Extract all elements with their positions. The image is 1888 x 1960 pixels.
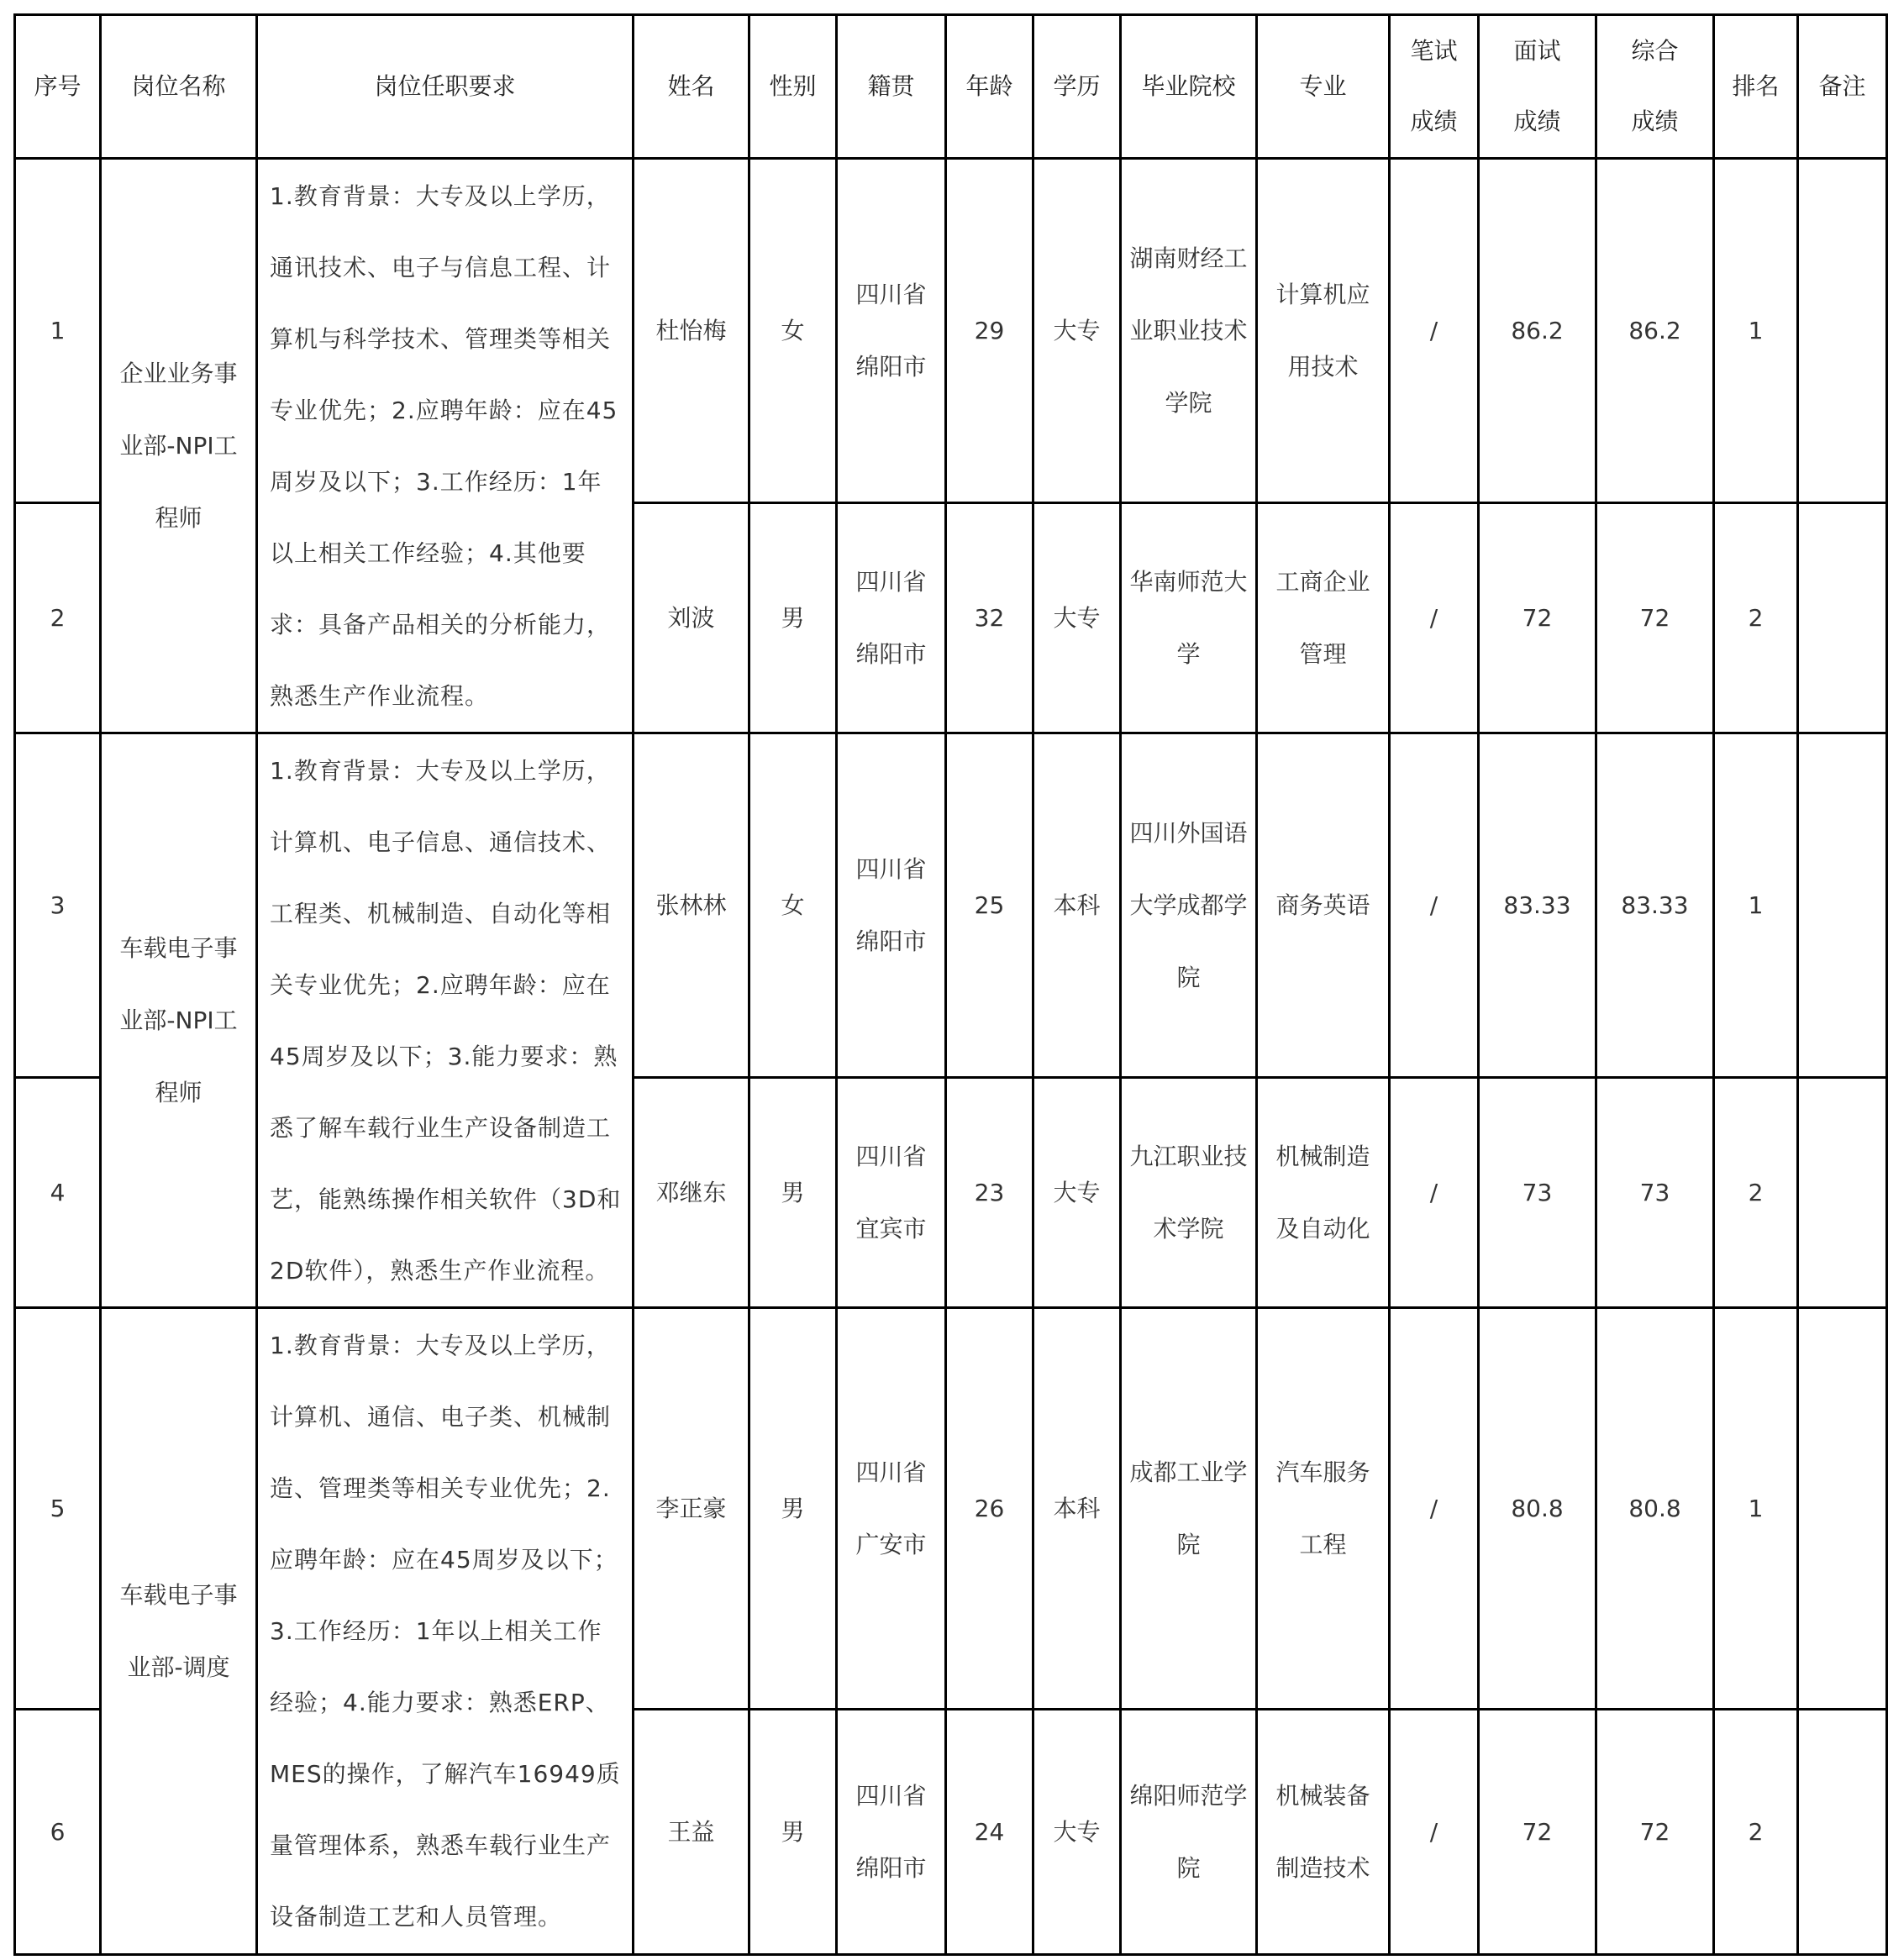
cell-gender: 女: [749, 159, 837, 503]
cell-education: 大专: [1033, 159, 1121, 503]
origin-city: 绵阳市: [855, 639, 927, 668]
cell-remarks: [1798, 503, 1887, 733]
cell-position: 车载电子事业部-调度: [101, 1308, 257, 1955]
header-school: 毕业院校: [1121, 15, 1257, 159]
cell-seq: 2: [15, 503, 101, 733]
cell-interview: 72: [1479, 503, 1596, 733]
cell-school: 华南师范大学: [1121, 503, 1257, 733]
origin-province: 四川省: [855, 1781, 927, 1810]
cell-rank: 1: [1714, 159, 1798, 503]
cell-total: 73: [1596, 1078, 1714, 1308]
cell-major: 汽车服务工程: [1257, 1308, 1390, 1710]
cell-rank: 1: [1714, 733, 1798, 1078]
cell-total: 72: [1596, 503, 1714, 733]
header-rank: 排名: [1714, 15, 1798, 159]
cell-total: 72: [1596, 1710, 1714, 1955]
cell-age: 23: [946, 1078, 1033, 1308]
cell-requirements: 1.教育背景：大专及以上学历，计算机、通信、电子类、机械制造、管理类等相关专业优先；2.应聘年龄：应在45周岁及以下；3.工作经历：1年以上相关工作经验；4.能力要求：熟悉ERP、MES的操作，了解汽车16949质量管理体系，熟悉车载行业生产设备制造工艺和人员管理。: [257, 1308, 634, 1955]
cell-gender: 男: [749, 1078, 837, 1308]
cell-origin: [837, 1710, 946, 1955]
cell-origin: [837, 1308, 946, 1710]
origin-city: 绵阳市: [855, 927, 927, 955]
table-row: [15, 159, 1887, 503]
header-age: 年龄: [946, 15, 1033, 159]
header-education: 学历: [1033, 15, 1121, 159]
cell-education: 本科: [1033, 1308, 1121, 1710]
cell-written: /: [1390, 159, 1479, 503]
header-written-score: [1390, 15, 1479, 159]
cell-written: /: [1390, 1078, 1479, 1308]
cell-total: 86.2: [1596, 159, 1714, 503]
cell-age: 32: [946, 503, 1033, 733]
cell-education: 大专: [1033, 1710, 1121, 1955]
cell-education: 本科: [1033, 733, 1121, 1078]
cell-major: 机械制造及自动化: [1257, 1078, 1390, 1308]
header-total-line2: 成绩: [1631, 108, 1679, 135]
cell-rank: 1: [1714, 1308, 1798, 1710]
cell-remarks: [1798, 159, 1887, 503]
cell-interview: 83.33: [1479, 733, 1596, 1078]
header-requirements: 岗位任职要求: [257, 15, 634, 159]
cell-age: 29: [946, 159, 1033, 503]
cell-seq: 3: [15, 733, 101, 1078]
cell-school: 四川外国语大学成都学院: [1121, 733, 1257, 1078]
cell-major: 工商企业管理: [1257, 503, 1390, 733]
origin-province: 四川省: [855, 1142, 927, 1170]
cell-interview: 80.8: [1479, 1308, 1596, 1710]
table-row: [15, 733, 1887, 1078]
cell-school: 绵阳师范学院: [1121, 1710, 1257, 1955]
cell-gender: 男: [749, 1710, 837, 1955]
header-interview-line2: 成绩: [1513, 108, 1561, 135]
cell-interview: 73: [1479, 1078, 1596, 1308]
header-row: [15, 15, 1887, 159]
cell-age: 24: [946, 1710, 1033, 1955]
origin-province: 四川省: [855, 567, 927, 596]
cell-origin: [837, 1078, 946, 1308]
cell-age: 25: [946, 733, 1033, 1078]
origin-province: 四川省: [855, 854, 927, 883]
header-remarks: 备注: [1798, 15, 1887, 159]
cell-school: 成都工业学院: [1121, 1308, 1257, 1710]
cell-remarks: [1798, 733, 1887, 1078]
origin-city: 绵阳市: [855, 1853, 927, 1882]
header-total-line1: 综合: [1631, 37, 1679, 65]
header-seq: 序号: [15, 15, 101, 159]
cell-seq: 1: [15, 159, 101, 503]
cell-gender: 男: [749, 1308, 837, 1710]
cell-remarks: [1798, 1308, 1887, 1710]
cell-total: 83.33: [1596, 733, 1714, 1078]
cell-origin: [837, 159, 946, 503]
header-written-line1: 笔试: [1410, 37, 1458, 65]
header-gender: 性别: [749, 15, 837, 159]
cell-school: 九江职业技术学院: [1121, 1078, 1257, 1308]
cell-name: 刘波: [634, 503, 749, 733]
cell-seq: 4: [15, 1078, 101, 1308]
cell-school: 湖南财经工业职业技术学院: [1121, 159, 1257, 503]
recruitment-results-table: [13, 13, 1888, 1956]
header-written-line2: 成绩: [1410, 108, 1458, 135]
cell-education: 大专: [1033, 503, 1121, 733]
cell-position: 车载电子事业部-NPI工程师: [101, 733, 257, 1308]
cell-name: 王益: [634, 1710, 749, 1955]
header-major: 专业: [1257, 15, 1390, 159]
cell-seq: 6: [15, 1710, 101, 1955]
origin-province: 四川省: [855, 1458, 927, 1486]
cell-position: 企业业务事业部-NPI工程师: [101, 159, 257, 733]
results-table-container: [13, 13, 1888, 1956]
cell-major: 计算机应用技术: [1257, 159, 1390, 503]
origin-city: 宜宾市: [855, 1214, 927, 1243]
cell-gender: 女: [749, 733, 837, 1078]
origin-city: 广安市: [855, 1530, 927, 1558]
cell-written: /: [1390, 733, 1479, 1078]
cell-requirements: 1.教育背景：大专及以上学历，计算机、电子信息、通信技术、工程类、机械制造、自动化等相关专业优先；2.应聘年龄：应在45周岁及以下；3.能力要求：熟悉了解车载行业生产设备制造工艺，能熟练操作相关软件（3D和2D软件），熟悉生产作业流程。: [257, 733, 634, 1308]
table-row: [15, 1308, 1887, 1710]
cell-interview: 86.2: [1479, 159, 1596, 503]
cell-requirements: 1.教育背景：大专及以上学历，通讯技术、电子与信息工程、计算机与科学技术、管理类等相关专业优先；2.应聘年龄：应在45周岁及以下；3.工作经历：1年以上相关工作经验；4.其他要求：具备产品相关的分析能力，熟悉生产作业流程。: [257, 159, 634, 733]
origin-city: 绵阳市: [855, 352, 927, 381]
header-interview-line1: 面试: [1513, 37, 1561, 65]
header-total-score: [1596, 15, 1714, 159]
cell-rank: 2: [1714, 503, 1798, 733]
cell-origin: [837, 503, 946, 733]
header-interview-score: [1479, 15, 1596, 159]
cell-name: 杜怡梅: [634, 159, 749, 503]
cell-name: 李正豪: [634, 1308, 749, 1710]
cell-rank: 2: [1714, 1078, 1798, 1308]
cell-rank: 2: [1714, 1710, 1798, 1955]
cell-origin: [837, 733, 946, 1078]
cell-remarks: [1798, 1078, 1887, 1308]
header-origin: 籍贯: [837, 15, 946, 159]
cell-written: /: [1390, 1308, 1479, 1710]
header-position: 岗位名称: [101, 15, 257, 159]
origin-province: 四川省: [855, 280, 927, 308]
cell-total: 80.8: [1596, 1308, 1714, 1710]
cell-age: 26: [946, 1308, 1033, 1710]
cell-education: 大专: [1033, 1078, 1121, 1308]
cell-name: 邓继东: [634, 1078, 749, 1308]
cell-written: /: [1390, 503, 1479, 733]
cell-interview: 72: [1479, 1710, 1596, 1955]
cell-gender: 男: [749, 503, 837, 733]
cell-seq: 5: [15, 1308, 101, 1710]
cell-written: /: [1390, 1710, 1479, 1955]
header-name: 姓名: [634, 15, 749, 159]
cell-name: 张林林: [634, 733, 749, 1078]
cell-major: 商务英语: [1257, 733, 1390, 1078]
cell-remarks: [1798, 1710, 1887, 1955]
cell-major: 机械装备制造技术: [1257, 1710, 1390, 1955]
